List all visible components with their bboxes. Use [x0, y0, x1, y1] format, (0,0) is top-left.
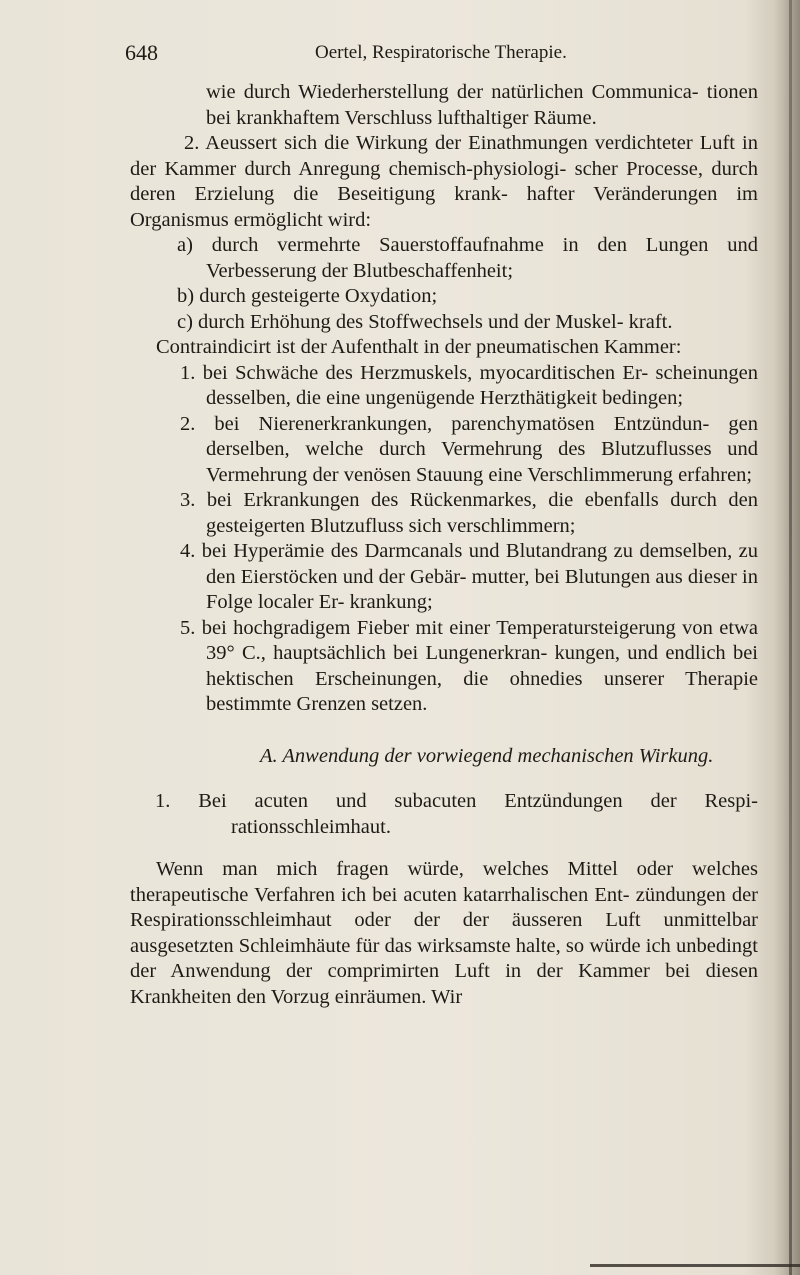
intro-paragraph: wie durch Wiederherstellung der natürlichen Communica- tionen bei krankhaftem Verschluss lufthaltiger Räume.: [206, 81, 758, 129]
page-number: 648: [125, 40, 158, 65]
list-item-c: c) durch Erhöhung des Stoffwechsels und der Muskel- kraft.: [177, 310, 673, 333]
section-heading: A. Anwendung der vorwiegend mechanischen Wirkung.: [260, 744, 714, 767]
list-item-b: b) durch gesteigerte Oxydation;: [177, 285, 438, 307]
contraindication-item-3: 3. bei Erkrankungen des Rückenmarkes, die ebenfalls durch den gesteigerten Blutzufluss sich verschlimmern;: [180, 489, 758, 537]
page-edge-shadow: [774, 0, 800, 1275]
contraindication-item-1: 1. bei Schwäche des Herzmuskels, myocarditischen Er- scheinungen desselben, die eine ungenügende Herzthätigkeit bedingen;: [180, 361, 758, 409]
contraindication-item-5: 5. bei hochgradigem Fieber mit einer Temperatursteigerung von etwa 39° C., hauptsächlich bei Lungenerkran- kungen, und endlich bei hektischen Erscheinungen, die ohnedies unserer Therapie bestimmte Grenzen setzen.: [180, 616, 758, 715]
contraindication-heading: Contraindicirt ist der Aufenthalt in der pneumatischen Kammer:: [156, 336, 682, 358]
page-edge-line: [789, 0, 792, 1275]
running-header: [125, 38, 755, 68]
contraindication-item-4: 4. bei Hyperämie des Darmcanals und Blutandrang zu demselben, zu den Eierstöcken und der Gebär- mutter, bei Blutungen aus dieser in Folge localer Er- krankung;: [180, 540, 758, 613]
closing-paragraph: Wenn man mich fragen würde, welches Mittel oder welches therapeutische Verfahren ich bei acuten katarrhalischen Ent- zündungen der Respirationsschleimhaut oder der der äusseren Luft unmittelbar ausgesetzten Schleimhäute für das wirksamste halte, so würde ich unbedingt der Anwendung der comprimirten Luft in der Kammer bei diesen Krankheiten den Vorzug einräumen. Wir: [130, 858, 758, 1008]
running-title: Oertel, Respiratorische Therapie.: [315, 42, 567, 63]
page-bottom-edge: [590, 1264, 800, 1267]
main-text: [130, 80, 758, 1010]
subheading: 1. Bei acuten und subacuten Entzündungen der Respi- rationsschleimhaut.: [155, 790, 758, 838]
paragraph-2: 2. Aeussert sich die Wirkung der Einathmungen verdichteter Luft in der Kammer durch Anregung chemisch-physiologi- scher Processe, durch deren Erzielung die Beseitigung krank- hafter Veränderungen im Organismus ermöglicht wird:: [130, 132, 758, 231]
contraindication-item-2: 2. bei Nierenerkrankungen, parenchymatösen Entzündun- gen derselben, welche durch Vermehrung des Blutzuflusses und Vermehrung der venösen Stauung eine Verschlimmerung erfahren;: [180, 412, 758, 486]
list-item-a: a) durch vermehrte Sauerstoffaufnahme in den Lungen und Verbesserung der Blutbeschaffenheit;: [177, 234, 758, 282]
